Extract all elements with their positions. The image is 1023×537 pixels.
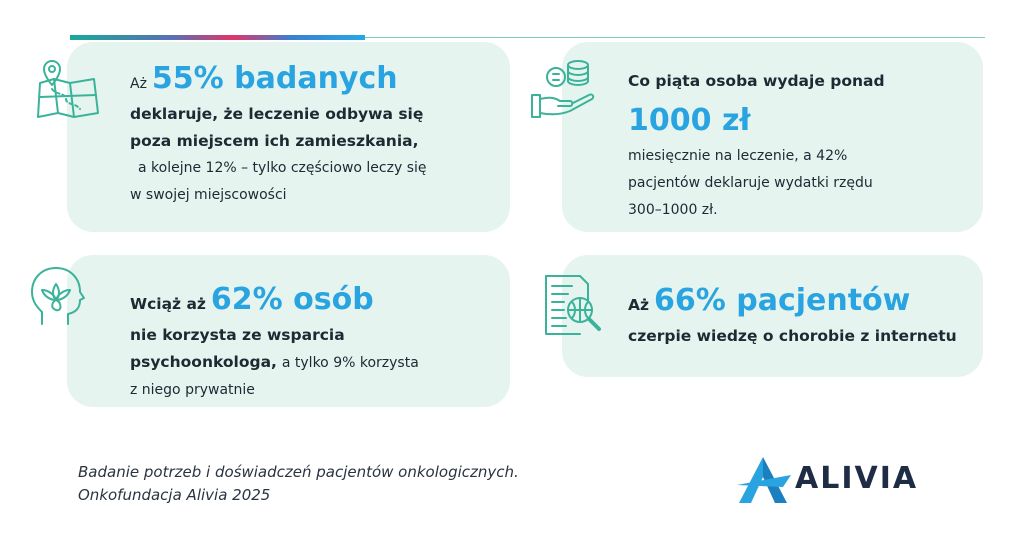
card4-prefix: Aż	[628, 296, 650, 314]
coins-hand-icon	[528, 55, 598, 125]
card1-line4: w swojej miejscowości	[130, 187, 287, 203]
card3-line2-rest: a tylko 9% korzysta	[281, 355, 419, 371]
alivia-logo-text: ALIVIA	[795, 461, 919, 496]
card1-line3: a kolejne 12% – tylko częściowo leczy się	[138, 160, 427, 176]
top-divider-line	[365, 37, 985, 38]
card3-highlight: 62% osób	[210, 282, 374, 317]
card2-line4: 300–1000 zł.	[628, 202, 718, 218]
footnote-line1: Badanie potrzeb i doświadczeń pacjentów onkologicznych.	[78, 463, 519, 481]
card1-line1: deklaruje, że leczenie odbywa się	[130, 105, 424, 123]
card3-line1: nie korzysta ze wsparcia	[130, 326, 345, 344]
card4-text	[628, 283, 968, 350]
card2-text	[628, 68, 958, 224]
card3-text	[130, 282, 490, 404]
top-gradient-bar	[70, 35, 365, 40]
alivia-logo	[735, 455, 925, 507]
card1-line2: poza miejscem ich zamieszkania,	[130, 132, 419, 150]
card2-highlight: 1000 zł	[628, 103, 751, 138]
card1-text	[130, 62, 490, 209]
footnote-line2: Onkofundacja Alivia 2025	[78, 486, 271, 504]
card4-highlight: 66% pacjentów	[653, 283, 911, 318]
card3-prefix: Wciąż aż	[130, 295, 206, 313]
document-search-icon	[536, 270, 606, 340]
head-lotus-icon	[24, 262, 94, 332]
card3-line2-bold: psychoonkologa,	[130, 353, 277, 371]
card4-line1: czerpie wiedzę o chorobie z internetu	[628, 327, 957, 345]
card3-line3: z niego prywatnie	[130, 382, 255, 398]
card2-line1: Co piąta osoba wydaje ponad	[628, 72, 885, 90]
card1-prefix: Aż	[130, 76, 147, 92]
alivia-logo-mark-icon	[735, 455, 793, 505]
card2-line2: miesięcznie na leczenie, a 42%	[628, 148, 848, 164]
source-footnote	[78, 461, 519, 507]
map-pin-icon	[32, 55, 102, 125]
card1-highlight: 55% badanych	[151, 61, 398, 96]
card2-line3: pacjentów deklaruje wydatki rzędu	[628, 175, 873, 191]
